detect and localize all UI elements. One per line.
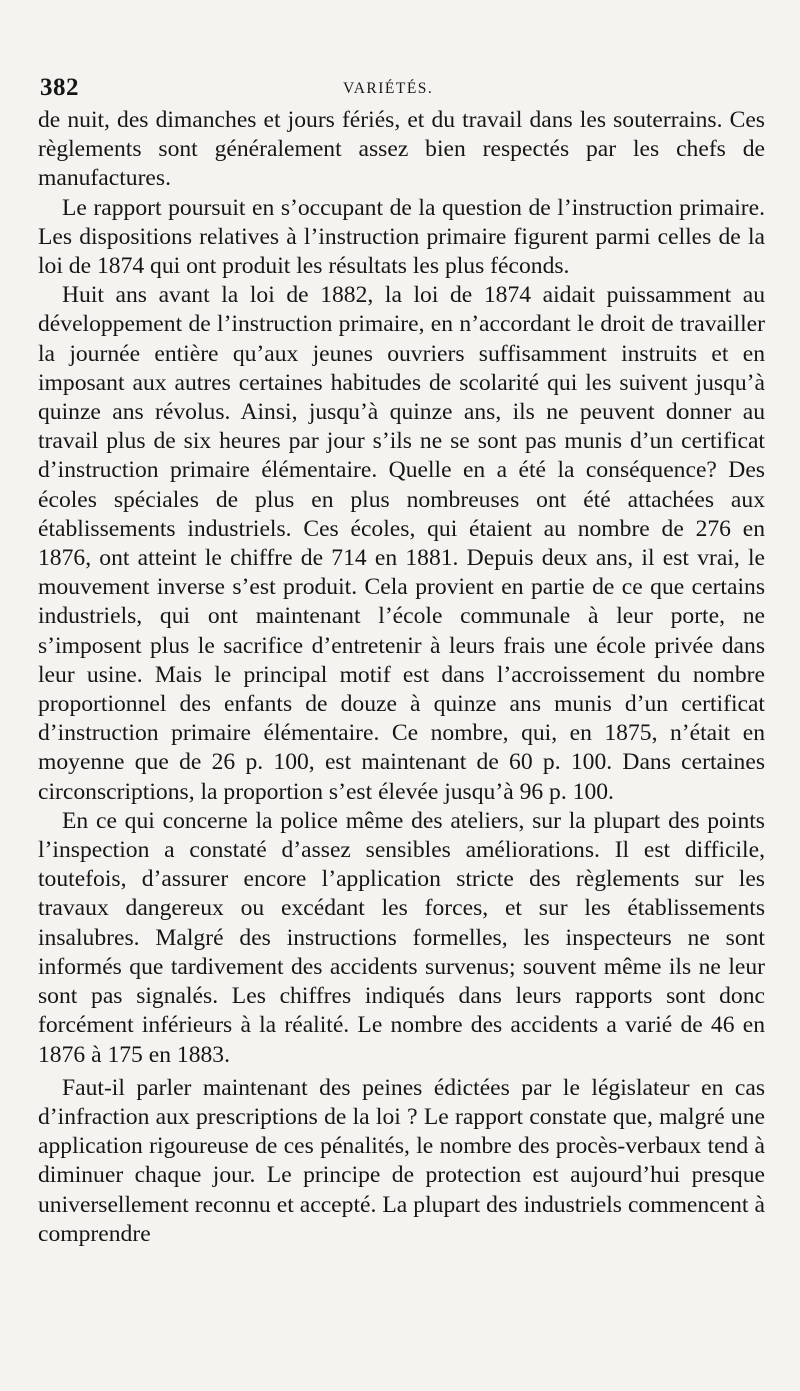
paragraph-primary-instruction: Le rapport poursuit en s’occupant de la question de l’instruction primaire. Les dispositions relatives à l’instruction primaire figurent parmi celles de la loi de 1874 qui ont produit les résultats les plus féconds. [38, 194, 765, 280]
paragraph-law-1874: Huit ans avant la loi de 1882, la loi de 1874 aidait puissamment au développement de l’instruction primaire, en n’accordant le droit de travailler la journée entière qu’aux jeunes ouvriers suffisamment instruits et en imposant aux autres certaines habitudes de scolarité qui les suivent jusqu’à quinze ans révolus. Ainsi, jusqu’à quinze ans, ils ne peuvent donner au travail plus de six heures par jour s’ils ne se sont pas munis d’un certificat d’instruction primaire élémentaire. Quelle en a été la conséquence? Des écoles spéciales de plus en plus nombreuses ont été attachées aux établissements industriels. Ces écoles, qui étaient au nombre de 276 en 1876, ont atteint le chiffre de 714 en 1881. Depuis deux ans, il est vrai, le mouvement inverse s’est produit. Cela provient en partie de ce que certains industriels, qui ont maintenant l’école communale à leur porte, ne s’imposent plus le sacrifice d’entretenir à leurs frais une école privée dans leur usine. Mais le principal motif est dans l’accroissement du nombre proportionnel des enfants de douze à quinze ans munis d’un certificat d’instruction primaire élémentaire. Ce nombre, qui, en 1875, n’était en moyenne que de 26 p. 100, est maintenant de 60 p. 100. Dans certaines circonscriptions, la proportion s’est élevée jusqu’à 96 p. 100. [38, 282, 765, 805]
book-page [38, 70, 765, 1249]
paragraph-penalties: Faut-il parler maintenant des peines édictées par le législateur en cas d’infraction aux prescriptions de la loi ? Le rapport constate que, malgré une application rigoureuse de ces pénalités, le nombre des procès-verbaux tend à diminuer chaque jour. Le principe de protection est aujourd’hui presque universellement reconnu et accepté. La plupart des industriels commencent à comprendre [38, 1074, 765, 1247]
running-title: VARIÉTÉS. [343, 80, 434, 97]
page-number: 382 [40, 74, 79, 101]
running-head [38, 70, 765, 104]
paragraph-continued: de nuit, des dimanches et jours fériés, et du travail dans les souterrains. Ces règlements sont généralement assez bien respectés par les chefs de manufactures. [38, 107, 765, 192]
body-text [38, 106, 765, 1249]
paragraph-workshop-police: En ce qui concerne la police même des ateliers, sur la plupart des points l’inspection a constaté d’assez sensibles améliorations. Il est difficile, toutefois, d’assurer encore l’application stricte des règlements sur les travaux dangereux ou excédant les forces, et sur les établissements insalubres. Malgré des instructions formelles, les inspecteurs ne sont informés que tardivement des accidents survenus; souvent même ils ne leur sont pas signalés. Les chiffres indiqués dans leurs rapports sont donc forcément inférieurs à la réalité. Le nombre des accidents a varié de 46 en 1876 à 175 en 1883. [38, 807, 765, 1068]
